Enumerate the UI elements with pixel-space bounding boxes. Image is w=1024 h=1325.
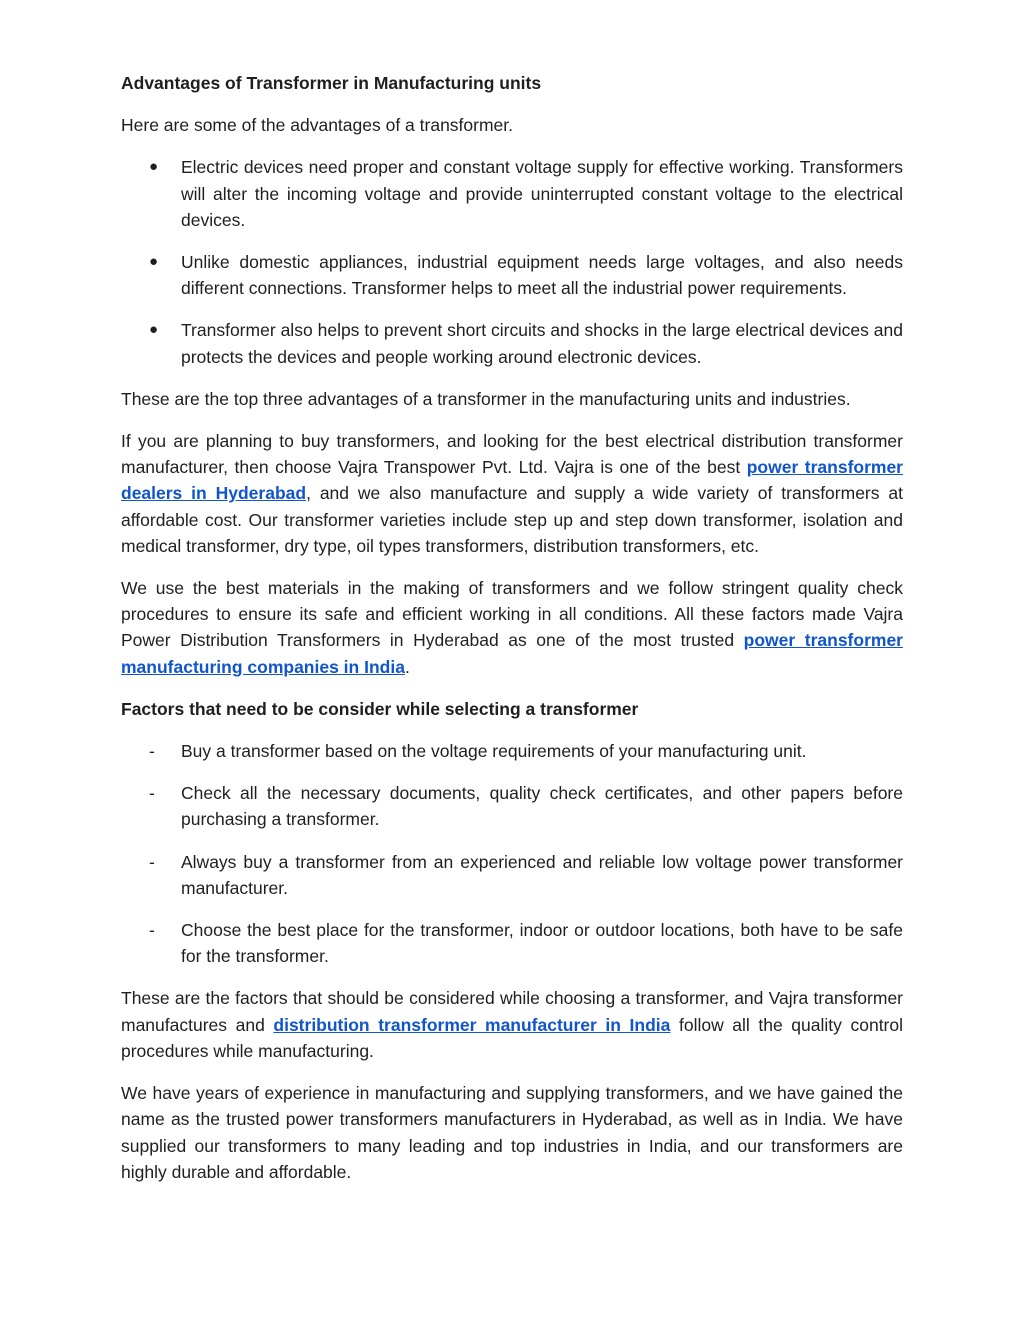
heading-factors: Factors that need to be consider while selecting a transformer [121,698,639,719]
advantages-list [121,154,903,369]
bullet-marker: ● [149,253,159,271]
factors-summary-text-before: These are the factors that should be considered while choosing a transformer, and Vajra transformer manufactures and [121,988,903,1035]
dash-marker: - [149,741,155,762]
heading-advantages: Advantages of Transformer in Manufacturing units [121,73,542,93]
list-item-text: Transformer also helps to prevent short circuits and shocks in the large electrical devices and protects the devices and people working around electronic devices. [181,320,903,367]
summary-advantages-paragraph: These are the top three advantages of a transformer in the manufacturing units and industries. [121,388,851,409]
buy-paragraph-text-after: , and we also manufacture and supply a wide variety of transformers at affordable cost. Our transformer varieties include step up and step down transformer, isolation and medical transformer, dry type, oil types transformers, distribution transformers, etc. [121,483,903,556]
list-item [121,154,903,233]
bullet-marker: ● [149,158,159,176]
buy-paragraph-text-before: If you are planning to buy transformers, and looking for the best electrical distribution transformer manufacturer, then choose Vajra Transpower Pvt. Ltd. Vajra is one of the best [121,431,903,478]
list-item [121,849,903,901]
list-item-text: Buy a transformer based on the voltage requirements of your manufacturing unit. [181,741,807,762]
manufacturing-companies-link[interactable]: power transformer manufacturing companies in India [121,630,903,677]
dash-marker: - [149,783,155,804]
materials-paragraph-text-before: We use the best materials in the making of transformers and we follow stringent quality check procedures to ensure its safe and efficient working in all conditions. All these factors made Vajra Power Distribution Transformers in Hyderabad as one of the most trusted [121,578,903,651]
list-item [121,249,903,301]
document-page [121,70,903,1201]
list-item-text: Electric devices need proper and constant voltage supply for effective working. Transformers will alter the incoming voltage and provide uninterrupted constant voltage to the electrical devices. [181,157,903,230]
dash-marker: - [149,851,155,872]
buy-paragraph [121,428,903,559]
list-item-text: Choose the best place for the transformer, indoor or outdoor locations, both have to be safe for the transformer. [181,920,903,967]
list-item-text: Always buy a transformer from an experienced and reliable low voltage power transformer manufacturer. [181,851,903,898]
list-item [121,738,903,764]
bullet-marker: ● [149,321,159,339]
list-item [121,317,903,369]
list-item [121,780,903,832]
distribution-transformer-manufacturer-link[interactable]: distribution transformer manufacturer in India [273,1014,671,1035]
factors-list [121,738,903,969]
list-item-text: Unlike domestic appliances, industrial equipment needs large voltages, and also needs different connections. Transformer helps to meet all the industrial power requirements. [181,252,903,299]
factors-summary-paragraph [121,985,903,1064]
list-item [121,917,903,969]
materials-paragraph-text-after: . [404,656,410,677]
materials-paragraph [121,575,903,680]
factors-summary-text-after: follow all the quality control procedures while manufacturing. [121,1014,903,1061]
experience-paragraph: We have years of experience in manufacturing and supplying transformers, and we have gained the name as the trusted power transformers manufacturers in Hyderabad, as well as in India. We have supplied our transformers to many leading and top industries in India, and our transformers are highly durable and affordable. [121,1083,903,1182]
dash-marker: - [149,920,155,941]
list-item-text: Check all the necessary documents, quality check certificates, and other papers before purchasing a transformer. [181,783,903,830]
intro-paragraph: Here are some of the advantages of a transformer. [121,115,514,136]
power-transformer-dealers-link[interactable]: power transformer dealers in Hyderabad [121,457,903,504]
